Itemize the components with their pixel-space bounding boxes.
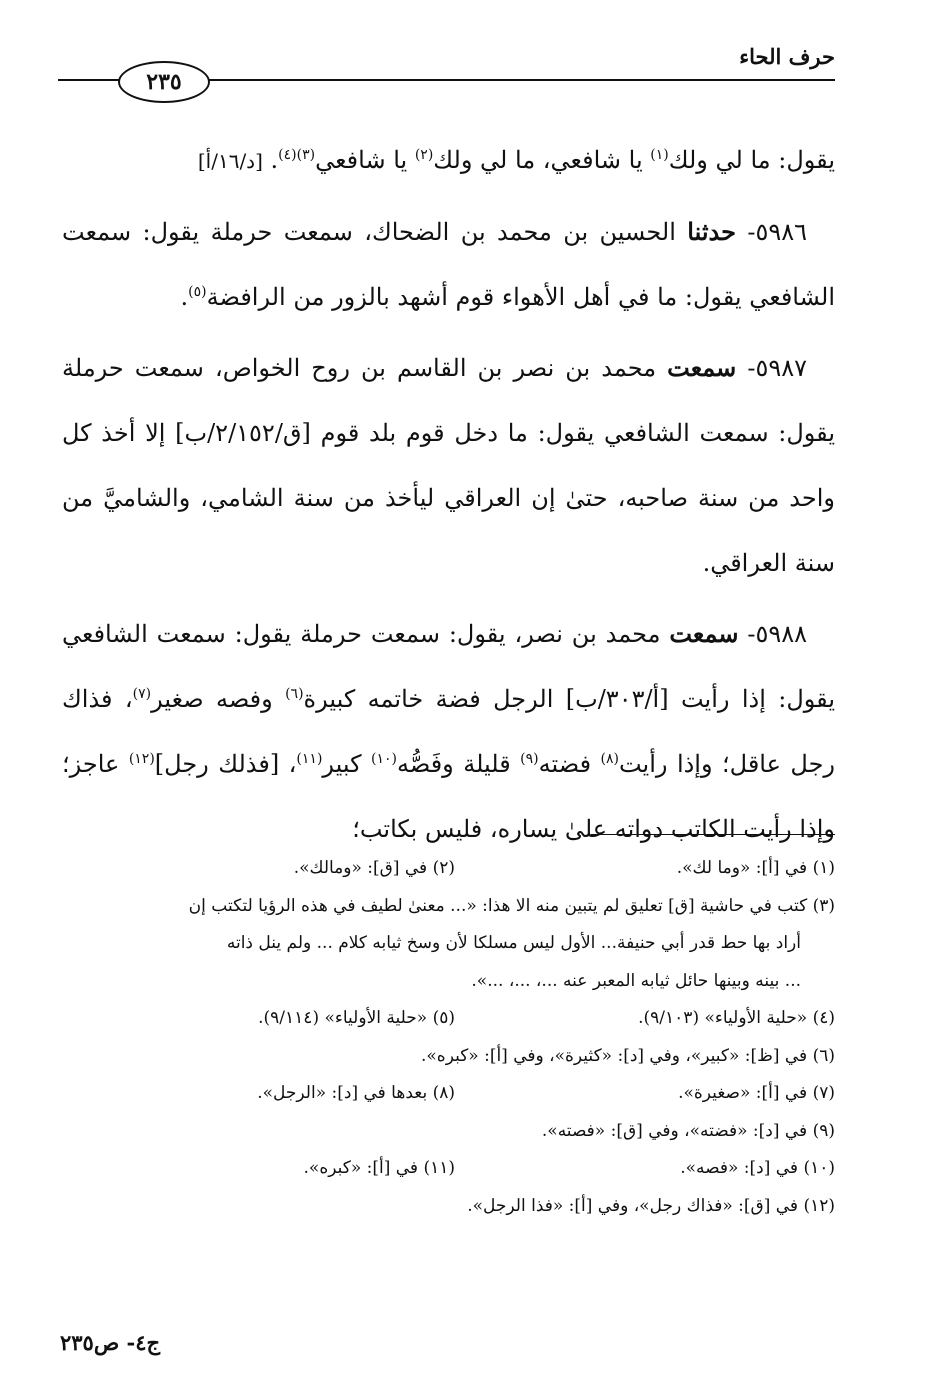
hadith-5987: ٥٩٨٧- سمعت محمد بن نصر بن القاسم بن روح الخواص، سمعت حرملة يقول: سمعت الشافعي يقول: ما دخل قوم بلد قوم [ق/٢/١٥٢/ب] إلا أخذ كل واحد من سنة صاحبه، حتىٰ إن العراقي ليأخذ من سنة الشامي، والشاميَّ من سنة العراقي. — [62, 353, 835, 577]
hadith-keyword: حدثنا — [687, 217, 736, 246]
paragraph-continuation: يقول: ما لي ولك$^{(١)}$ يا شافعي، ما لي ولك$^{(٢)}$ يا شافعي$^{(٣)(٤)}$. [د/١٦/أ] — [197, 146, 835, 174]
footnote-marker: (١٠) — [371, 751, 398, 767]
footnote-marker: (٥) — [188, 284, 207, 300]
footnote-separator — [591, 834, 835, 835]
footnote-11: (١١) في [أ]: «كبره». — [303, 1158, 455, 1178]
footnote-marker: (١) — [650, 147, 669, 163]
footnote-marker: (١٢) — [128, 751, 155, 767]
footnote-7: (٧) في [أ]: «صغيرة». — [678, 1083, 835, 1103]
hadith-number: ٥٩٨٧- — [736, 354, 807, 382]
hadith-number: ٥٩٨٨- — [738, 620, 807, 648]
footnote-marker: (٨) — [600, 751, 619, 767]
chapter-title: حرف الحاء — [739, 44, 835, 69]
footnote-6: (٦) في [ظ]: «كبير»، وفي [د]: «كثيرة»، وفي [أ]: «كبره». — [420, 1045, 835, 1066]
hadith-keyword: سمعت — [667, 353, 737, 382]
footnote-row — [62, 850, 835, 888]
footnote-3: (٣) كتب في حاشية [ق] تعليق لم يتبين منه الا هذا: «... معنىٰ لطيف في هذه الرؤيا لتكتب إن — [188, 895, 835, 916]
footnote-marker: (٩) — [520, 751, 539, 767]
hadith-5986: ٥٩٨٦- حدثنا الحسين بن محمد بن الضحاك، سمعت حرملة يقول: سمعت الشافعي يقول: ما في أهل الأهواء قوم أشهد بالزور من الرافضة$^{(٥)}$. — [62, 217, 835, 311]
page-number-badge — [118, 61, 210, 103]
footnote-1: (١) في [أ]: «وما لك». — [676, 858, 835, 878]
volume-page-ref: ج٤- ص٢٣٥ — [60, 1330, 161, 1355]
footnote-9: (٩) في [د]: «فضته»، وفي [ق]: «فصته». — [541, 1120, 835, 1141]
hadith-number: ٥٩٨٦- — [735, 218, 807, 246]
footnote-4: (٤) «حلية الأولياء» (٩/١٠٣). — [638, 1008, 835, 1028]
footnote-marker: (١١) — [296, 751, 323, 767]
main-text — [62, 128, 835, 867]
footnote-marker: (٧) — [132, 686, 152, 702]
footnote-marker: (٦) — [285, 686, 304, 702]
footnote-10: (١٠) في [د]: «فصه». — [680, 1158, 835, 1178]
manuscript-ref: [د/١٦/أ] — [197, 149, 263, 173]
footnote-row — [62, 1075, 835, 1113]
footnote-8: (٨) بعدها في [د]: «الرجل». — [257, 1083, 455, 1103]
hadith-5988: ٥٩٨٨- سمعت محمد بن نصر، يقول: سمعت حرملة يقول: سمعت الشافعي يقول: إذا رأيت [أ/٣٠٣/ب] الرجل فضة خاتمه كبيرة$^{(٦)}$ وفصه صغير$^{(٧)}$، فذاك رجل عاقل؛ وإذا رأيت$^{(٨)}$ فضته$^{(٩)}$ قليلة وفَصُّه$^{(١٠)}$ كبير$^{(١١)}$، [فذلك رجل]$^{(١٢)}$ عاجز؛ وإذا رأيت الكاتب دواته علىٰ يساره، فليس بكاتب؛ — [62, 619, 836, 843]
footnote-2: (٢) في [ق]: «ومالك». — [293, 858, 455, 878]
footnotes — [62, 850, 835, 1225]
footnote-row — [62, 1150, 835, 1188]
hadith-keyword: سمعت — [669, 619, 739, 648]
footnote-row — [62, 1000, 835, 1038]
footnote-marker: (٣)(٤) — [278, 147, 316, 163]
footnote-5: (٥) «حلية الأولياء» (٩/١١٤). — [258, 1008, 455, 1028]
footnote-3-cont: أراد بها حط قدر أبي حنيفة... الأول ليس مسلكا لأن وسخ ثيابه كلام ... ولم ينل ذاته — [226, 933, 801, 953]
footnote-marker: (٢) — [414, 147, 434, 163]
page-number: ٢٣٥ — [146, 69, 182, 95]
footnote-3-cont: ... بينه وبينها حائل ثيابه المعبر عنه ...، ...، ...». — [471, 970, 801, 991]
footnote-12: (١٢) في [ق]: «فذاك رجل»، وفي [أ]: «فذا الرجل». — [467, 1195, 835, 1216]
